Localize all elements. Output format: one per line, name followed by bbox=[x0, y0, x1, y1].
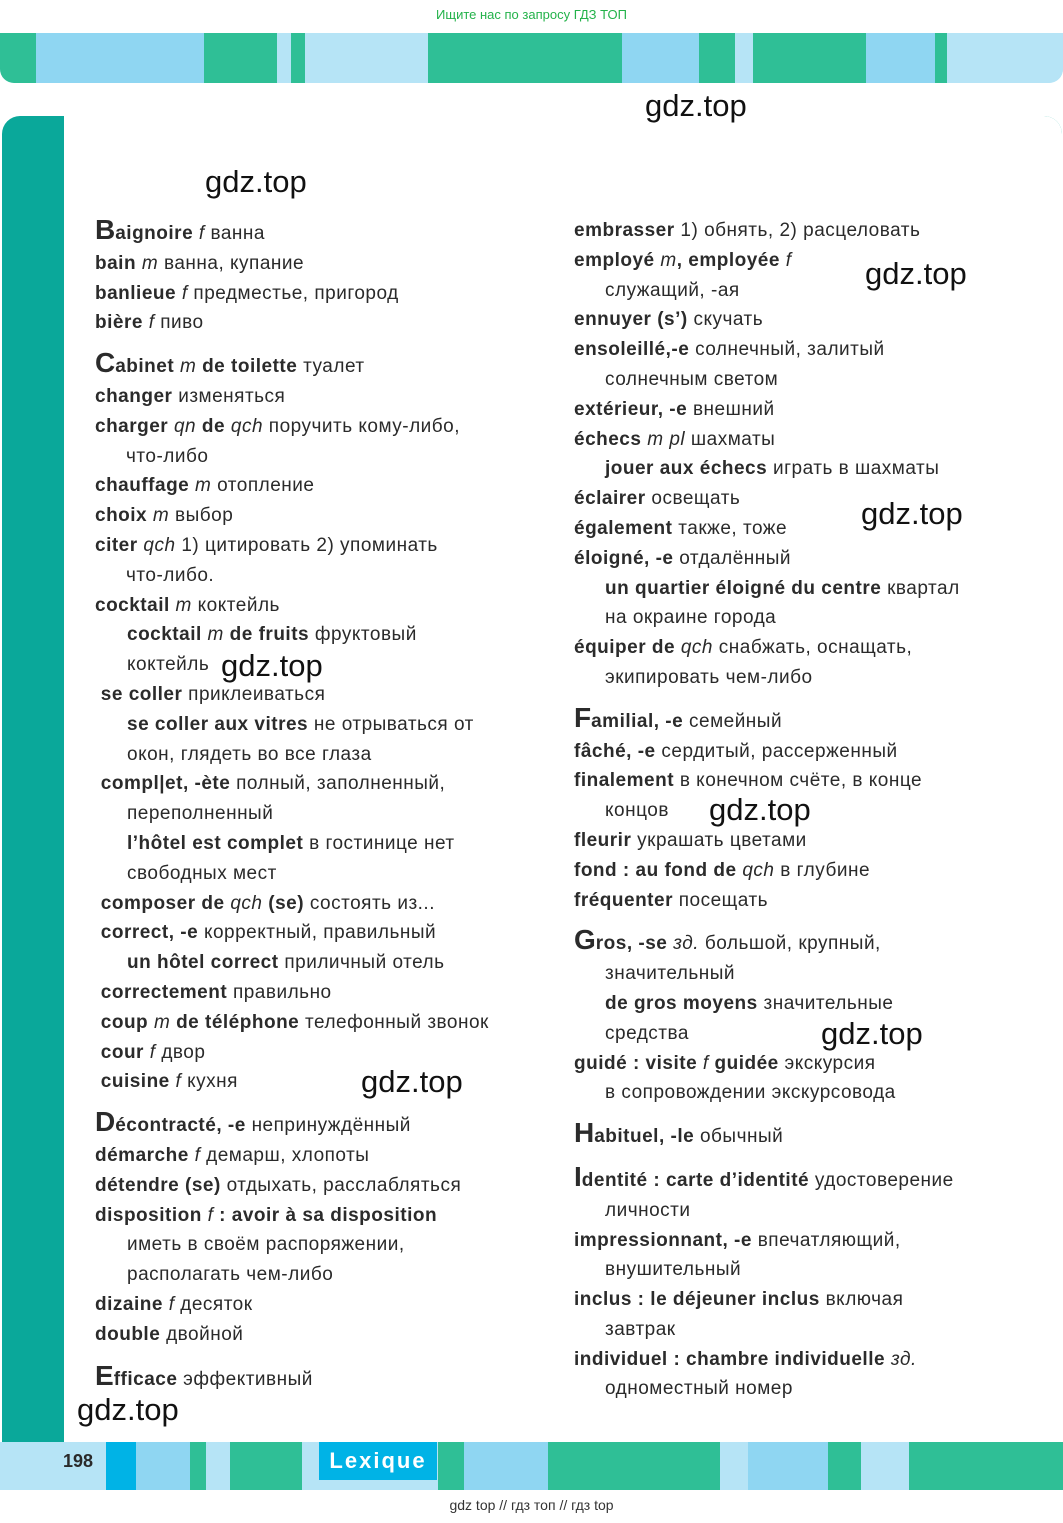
entry: Baignoire f ванна bbox=[95, 214, 265, 245]
entry: ennuyer (s’) скучать bbox=[574, 309, 764, 331]
entry: changer изменяться bbox=[95, 385, 286, 407]
entry-continuation: личности bbox=[605, 1199, 691, 1221]
page-number: 198 bbox=[63, 1451, 94, 1471]
entry: Familial, -e семейный bbox=[574, 701, 783, 733]
entry: impressionnant, -e впечатляющий, bbox=[574, 1229, 901, 1251]
entry-continuation: иметь в своём распоряжении, bbox=[127, 1234, 405, 1256]
entry: ensoleillé,-e солнечный, залитый bbox=[574, 339, 885, 361]
entry-continuation: свободных мест bbox=[127, 862, 277, 884]
sub-entry: cocktail m de fruits фруктовый bbox=[127, 624, 417, 646]
entry: démarche f демарш, хлопоты bbox=[95, 1144, 370, 1166]
watermark: gdz.top bbox=[221, 648, 323, 683]
entry: fréquenter посещать bbox=[574, 889, 769, 911]
entry-continuation: служащий, -ая bbox=[605, 279, 740, 301]
entry-continuation: что-либо bbox=[126, 445, 209, 467]
entry: correctement правильно bbox=[100, 981, 332, 1003]
section-label: Lexique bbox=[319, 1442, 437, 1480]
entry: Cabinet m de toilette туалет bbox=[95, 347, 365, 379]
left-column bbox=[95, 214, 535, 1395]
entry: coup m de téléphone телефонный звонок bbox=[100, 1011, 489, 1033]
entry-continuation: завтрак bbox=[605, 1318, 676, 1340]
entry: Identité : carte d’identité удостоверение bbox=[574, 1160, 954, 1192]
watermark: gdz.top bbox=[861, 496, 963, 531]
entry: Habituel, -le обычный bbox=[574, 1117, 784, 1149]
entry-continuation: концов bbox=[605, 800, 669, 822]
watermark: gdz.top bbox=[709, 792, 811, 827]
entry-continuation: средства bbox=[605, 1022, 689, 1044]
footer-link[interactable]: гдз топ bbox=[510, 1497, 556, 1513]
footer-separator: // bbox=[559, 1497, 568, 1513]
entry: citer qch 1) цитировать 2) упоминать bbox=[95, 534, 438, 556]
watermark: gdz.top bbox=[865, 256, 967, 291]
entry-continuation: окон, глядеть во все глаза bbox=[127, 743, 372, 765]
entry: individuel : chambre individuelle зд. bbox=[574, 1348, 917, 1370]
entry: chauffage m отопление bbox=[95, 475, 315, 497]
entry-continuation: значительный bbox=[605, 963, 736, 985]
watermark: gdz.top bbox=[77, 1392, 179, 1427]
entry: choix m выбор bbox=[95, 505, 234, 527]
top-search-note: Ищите нас по запросу ГДЗ ТОП bbox=[436, 7, 627, 22]
sub-entry: un hôtel correct приличный отель bbox=[127, 952, 445, 974]
entry-continuation: коктейль bbox=[127, 654, 210, 676]
entry: employé m, employée f bbox=[574, 249, 792, 271]
entry: Efficace эффективный bbox=[95, 1360, 313, 1392]
entry: cocktail m коктейль bbox=[95, 594, 280, 616]
watermark: gdz.top bbox=[205, 164, 307, 199]
entry-continuation: экипировать чем-либо bbox=[605, 666, 813, 688]
entry-continuation: располагать чем-либо bbox=[127, 1264, 334, 1286]
entry: Gros, -se зд. большой, крупный, bbox=[574, 924, 881, 956]
entry: dizaine f десяток bbox=[95, 1293, 253, 1315]
entry: charger qn de qch поручить кому-либо, bbox=[95, 415, 461, 437]
entry: éloigné, -e отдалённый bbox=[574, 547, 792, 569]
entry-continuation: внушительный bbox=[605, 1259, 742, 1281]
entry-continuation: что-либо. bbox=[126, 564, 215, 586]
entry: extérieur, -e внешний bbox=[574, 398, 775, 420]
entry: détendre (se) отдыхать, расслабляться bbox=[95, 1174, 462, 1196]
watermark: gdz.top bbox=[645, 88, 747, 123]
entry: fleurir украшать цветами bbox=[574, 829, 807, 851]
entry: cuisine f кухня bbox=[100, 1071, 238, 1093]
entry: banlieue f предместье, пригород bbox=[95, 282, 399, 304]
entry: bain m ванна, купание bbox=[95, 252, 305, 274]
entry: finalement в конечном счёте, в конце bbox=[574, 770, 923, 792]
entry: correct, -e корректный, правильный bbox=[100, 922, 437, 944]
entry: double двойной bbox=[95, 1323, 244, 1345]
entry: bière f пиво bbox=[95, 312, 204, 334]
entry: disposition f : avoir à sa disposition bbox=[95, 1204, 438, 1226]
entry: embrasser 1) обнять, 2) расцеловать bbox=[574, 220, 921, 241]
bottom-color-band bbox=[0, 1442, 1063, 1490]
entry: échecs m pl шахматы bbox=[574, 428, 776, 450]
entry-continuation: переполненный bbox=[127, 803, 274, 825]
entry: éclairer освещать bbox=[574, 488, 741, 510]
sub-entry: de gros moyens значительные bbox=[605, 992, 894, 1014]
entry: fâché, -e сердитый, рассерженный bbox=[574, 740, 898, 762]
entry: fond : au fond de qch в глубине bbox=[574, 859, 871, 881]
entry-continuation: солнечным светом bbox=[605, 368, 779, 390]
footer-links bbox=[0, 1497, 1063, 1513]
entry: inclus : le déjeuner inclus включая bbox=[574, 1289, 904, 1311]
sub-entry: un quartier éloigné du centre квартал bbox=[605, 577, 960, 599]
top-color-band bbox=[0, 33, 1063, 83]
footer-separator: // bbox=[499, 1497, 508, 1513]
footer-link[interactable]: гдз top bbox=[571, 1497, 614, 1513]
sub-entry: se coller aux vitres не отрываться от bbox=[127, 713, 474, 735]
entry: compl|et, -ète полный, заполненный, bbox=[100, 773, 446, 795]
entry: cour f двор bbox=[100, 1041, 206, 1063]
entry: Décontracté, -e непринуждённый bbox=[95, 1106, 411, 1138]
entry-continuation: на окраине города bbox=[605, 607, 777, 629]
entry: guidé : visite f guidée экскурсия bbox=[574, 1052, 876, 1074]
watermark: gdz.top bbox=[361, 1064, 463, 1099]
entry: composer de qch (se) состоять из... bbox=[100, 892, 435, 914]
entry: équiper de qch снабжать, оснащать, bbox=[574, 637, 913, 659]
sub-entry: l’hôtel est complet в гостинице нет bbox=[127, 832, 455, 854]
entry-continuation: одноместный номер bbox=[605, 1378, 793, 1400]
entry: également также, тоже bbox=[574, 517, 788, 539]
sub-entry: jouer aux échecs играть в шахматы bbox=[605, 458, 940, 480]
footer-link[interactable]: gdz top bbox=[449, 1497, 496, 1513]
watermark: gdz.top bbox=[821, 1016, 923, 1051]
entry: se coller приклеиваться bbox=[100, 683, 326, 705]
entry-continuation: в сопровождении экскурсовода bbox=[605, 1082, 896, 1104]
